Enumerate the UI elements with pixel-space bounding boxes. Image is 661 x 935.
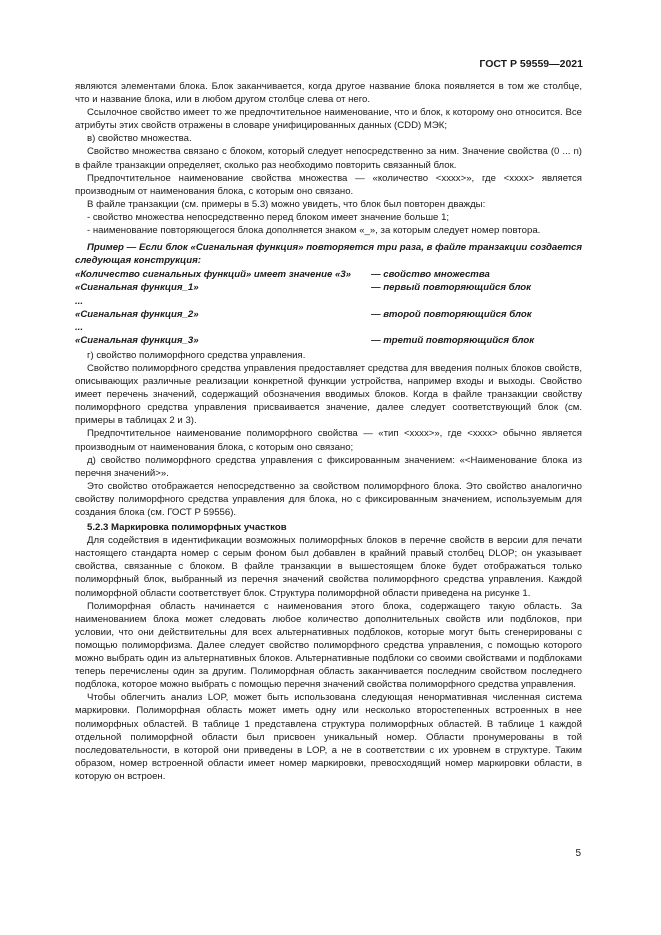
page-number: 5 bbox=[575, 848, 581, 859]
document-body bbox=[75, 80, 582, 783]
list-item: - свойство множества непосредственно перед блоком имеет значение больше 1; bbox=[87, 211, 450, 223]
list-item: г) свойство полиморфного средства управления. bbox=[87, 349, 306, 361]
paragraph: Это свойство отображается непосредственно за свойством полиморфного блока. Это свойство аналогично свойству полиморфного средства управления для блока, но с фиксированным значением, используемым для создания блока (см. ГОСТ Р 59556). bbox=[75, 480, 582, 518]
list-item: - наименование повторяющегося блока дополняется знаком «_», за которым следует номер повтора. bbox=[87, 225, 541, 237]
example-row-left: «Сигнальная функция_2» bbox=[75, 308, 199, 320]
paragraph: Полиморфная область начинается с наименования этого блока, содержащего такую область. За наименованием блока может следовать любое количество дополнительных свойств или подблоков, при условии, что они действительны для всех альтернативных подблоков, которые могут быть сгенерированы с помощью полиморфизма. Далее следует свойство полиморфного средства управления, с помощью которого можно выбрать один из альтернативных блоков. Альтернативные подблоки со своими свойствами и подблоками теперь перечислены один за другим. Полиморфная область заканчивается последним свойством последнего подблока, которое можно выбрать с помощью перечня значений свойства полиморфного средства управления. bbox=[75, 600, 582, 691]
section-heading: 5.2.3 Маркировка полиморфных участков bbox=[87, 522, 287, 534]
example-row bbox=[75, 321, 582, 334]
example-row-left: «Сигнальная функция_1» bbox=[75, 282, 199, 294]
document-header: ГОСТ Р 59559—2021 bbox=[479, 58, 583, 70]
paragraph: Свойство полиморфного средства управления предоставляет средства для введения полных блоков свойств, описывающих различные реализации конкретной функции устройства, например входы и выходы. Свойство имеет перечень значений, содержащий обозначения вводимых блоков. Когда в файле транзакции свойству полиморфного средства управления присваивается значение, далее следует соответствующий блок (см. примеры в таблицах 2 и 3). bbox=[75, 362, 582, 427]
example-row bbox=[75, 295, 582, 308]
example-row-right: — первый повторяющийся блок bbox=[371, 282, 532, 294]
list-item: д) свойство полиморфного средства управления с фиксированным значением: «<Наименование блока из перечня значений>». bbox=[75, 454, 582, 479]
example-row-left: ... bbox=[75, 295, 83, 307]
paragraph: Предпочтительное наименование полиморфного свойства — «тип <xxxx>», где <xxxx> обычно является производным от наименования блока, с которым оно связано; bbox=[75, 428, 582, 453]
example-row-left: «Количество сигнальных функций» имеет значение «3» bbox=[75, 269, 352, 281]
example-row bbox=[75, 281, 582, 294]
example-row bbox=[75, 308, 582, 321]
list-item: в) свойство множества. bbox=[87, 133, 192, 145]
paragraph: Для содействия в идентификации возможных полиморфных блоков в перечне свойств в версии для печати настоящего стандарта номер с серым фоном был добавлен в крайний правый столбец DLOP; он указывает свойства, связанные с блоком. В файле транзакции в вышестоящем блоке будет отображаться только полиморфный блок, выбранный из перечня значений свойства полиморфного средства управления. Каждой полиморфной области соответствует блок. Структура полиморфной области приведена на рисунке 1. bbox=[75, 535, 582, 599]
paragraph: являются элементами блока. Блок заканчивается, когда другое название блока появляется в том же столбце, что и название блока, или в любом другом столбце слева от него. bbox=[75, 81, 582, 106]
example-row-right: — свойство множества bbox=[371, 269, 490, 281]
example-row-right: — третий повторяющийся блок bbox=[371, 334, 535, 346]
example-row-right bbox=[371, 321, 582, 334]
paragraph: Ссылочное свойство имеет то же предпочтительное наименование, что и блок, к которому оно относится. Все атрибуты этих свойств отражены в словаре унифицированных данных (CDD) МЭК; bbox=[75, 107, 582, 132]
example-row bbox=[75, 334, 582, 347]
paragraph: Свойство множества связано с блоком, который следует непосредственно за ним. Значение свойства (0 ... n) в файле транзакции определяет, сколько раз необходимо повторить связанный блок. bbox=[75, 146, 582, 171]
example-row bbox=[75, 268, 582, 281]
example-row-left: «Сигнальная функция_3» bbox=[75, 334, 199, 346]
example-table bbox=[75, 268, 582, 347]
paragraph: Предпочтительное наименование свойства множества — «количество <xxxx>», где <xxxx> является производным от наименования блока, с которым оно связано. bbox=[75, 172, 582, 197]
example-row-right: — второй повторяющийся блок bbox=[371, 308, 532, 320]
example-row-left: ... bbox=[75, 321, 83, 333]
example-row-right bbox=[371, 295, 582, 308]
example-intro: Пример — Если блок «Сигнальная функция» повторяется три раза, в файле транзакции создается следующая конструкция: bbox=[75, 242, 582, 267]
paragraph: Чтобы облегчить анализ LOP, может быть использована следующая ненормативная численная система маркировки. Полиморфная область может иметь одну или несколько второстепенных встроенных в нее полиморфных областей. В таблице 1 представлена структура полиморфных областей. В таблице 1 каждой отдельной полиморфной области был присвоен уникальный номер. Области пронумерованы в той последовательности, в которой они приведены в LOP, а не в соответствии с их уровнем в структуре. Таким образом, номер встроенной области имеет номер маркировки, превосходящий номер маркировки области, в которую он встроен. bbox=[75, 692, 582, 782]
paragraph: В файле транзакции (см. примеры в 5.3) можно увидеть, что блок был повторен дважды: bbox=[87, 198, 486, 210]
